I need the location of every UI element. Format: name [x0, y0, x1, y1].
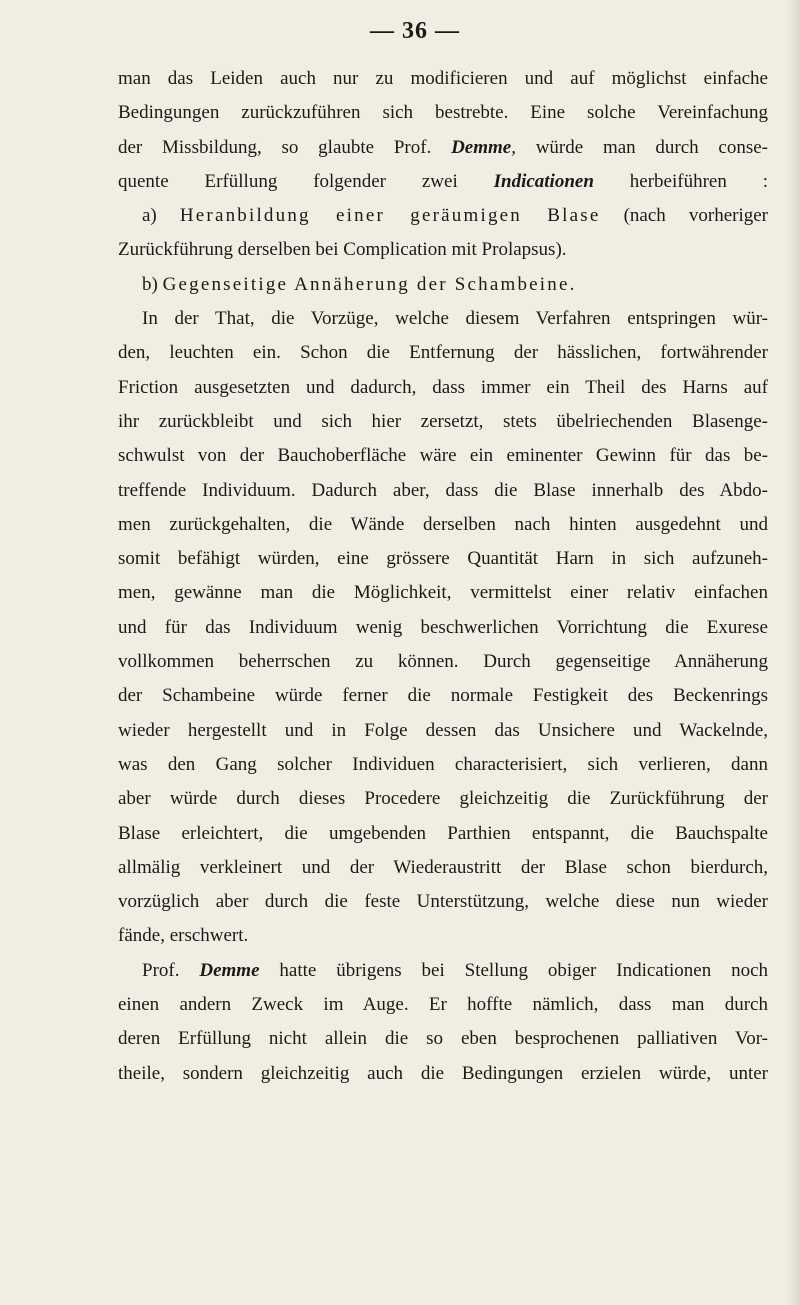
list-item-a [118, 199, 768, 233]
text-run: (nach vorheriger [623, 205, 768, 227]
text-line: und für das Individuum wenig beschwerlichen Vorrichtung die Exurese [118, 616, 768, 638]
text-run: quente Erfüllung folgender zwei [118, 170, 458, 192]
page-number: — 36 — [370, 18, 460, 44]
text-line: vollkommen beherrschen zu können. Durch gegenseitige Annäherung [118, 651, 768, 673]
text-line: ihr zurückbleibt und sich hier zersetzt, stets übelriechenden Blasenge- [118, 410, 768, 432]
list-marker-a: a) [142, 205, 157, 227]
text-line: was den Gang solcher Individuen characterisiert, sich verlieren, dann [118, 753, 768, 775]
text-line: vorzüglich aber durch die feste Unterstützung, welche diese nun wieder [118, 891, 768, 913]
author-name-demme: Demme [451, 136, 512, 158]
text-line: Bedingungen zurückzuführen sich bestrebte. Eine solche Vereinfachung [118, 102, 768, 124]
text-line: Friction ausgesetzten und dadurch, dass immer ein Theil des Harns auf [118, 376, 768, 398]
text-line: aber würde durch dieses Procedere gleichzeitig die Zurückführung der [118, 788, 768, 810]
text-line: man das Leiden auch nur zu modificieren und auf möglichst einfache [118, 68, 768, 89]
text-line: deren Erfüllung nicht allein die so eben besprochenen palliativen Vor- [118, 1028, 768, 1050]
text-line [118, 954, 768, 988]
emphasized-heading-b: Gegenseitige Annäherung der Schambeine. [162, 273, 577, 295]
text-run: Prof. [142, 959, 180, 981]
page-edge-shadow [786, 0, 800, 1305]
text-line: Blase erleichtert, die umgebenden Parthien entspannt, die Bauchspalte [118, 822, 768, 844]
text-line: men, gewänne man die Möglichkeit, vermittelst einer relativ einfachen [118, 582, 768, 604]
text-line: In der That, die Vorzüge, welche diesem Verfahren entspringen wür- [142, 308, 768, 330]
text-line: Zurückführung derselben bei Complication mit Prolapsus). [118, 239, 567, 261]
text-line: men zurückgehalten, die Wände derselben nach hinten ausgedehnt und [118, 513, 768, 535]
text-line [118, 131, 768, 165]
term-indicationen: Indicationen [493, 170, 594, 192]
text-line: treffende Individuum. Dadurch aber, dass die Blase innerhalb des Abdo- [118, 479, 768, 501]
text-line: wieder hergestellt und in Folge dessen das Unsichere und Wackelnde, [118, 719, 768, 741]
body-text [118, 62, 768, 1091]
text-line: schwulst von der Bauchoberfläche wäre ein eminenter Gewinn für das be- [118, 445, 768, 467]
text-line: allmälig verkleinert und der Wiederaustritt der Blase schon bierdurch, [118, 856, 768, 878]
text-line: fände, erschwert. [118, 925, 249, 947]
text-run: der Missbildung, so glaubte Prof. [118, 136, 432, 158]
text-line: einen andern Zweck im Auge. Er hoffte nämlich, dass man durch [118, 994, 768, 1016]
author-name-demme: Demme [199, 959, 260, 981]
text-run: hatte übrigens bei Stellung obiger Indicationen noch [279, 959, 768, 981]
text-run: , würde man durch conse- [511, 136, 768, 158]
text-line: somit befähigt würden, eine grössere Quantität Harn in sich aufzuneh- [118, 548, 768, 570]
list-marker-b: b) [142, 273, 158, 295]
emphasized-heading-a: Heranbildung einer geräumigen Blase [179, 205, 601, 227]
text-line: den, leuchten ein. Schon die Entfernung der hässlichen, fortwährender [118, 342, 768, 364]
text-line [118, 165, 768, 199]
text-line: der Schambeine würde ferner die normale Festigkeit des Beckenrings [118, 685, 768, 707]
list-item-b [118, 268, 768, 302]
text-line: theile, sondern gleichzeitig auch die Bedingungen erzielen würde, unter [118, 1062, 768, 1084]
text-run: herbeiführen : [629, 170, 768, 192]
